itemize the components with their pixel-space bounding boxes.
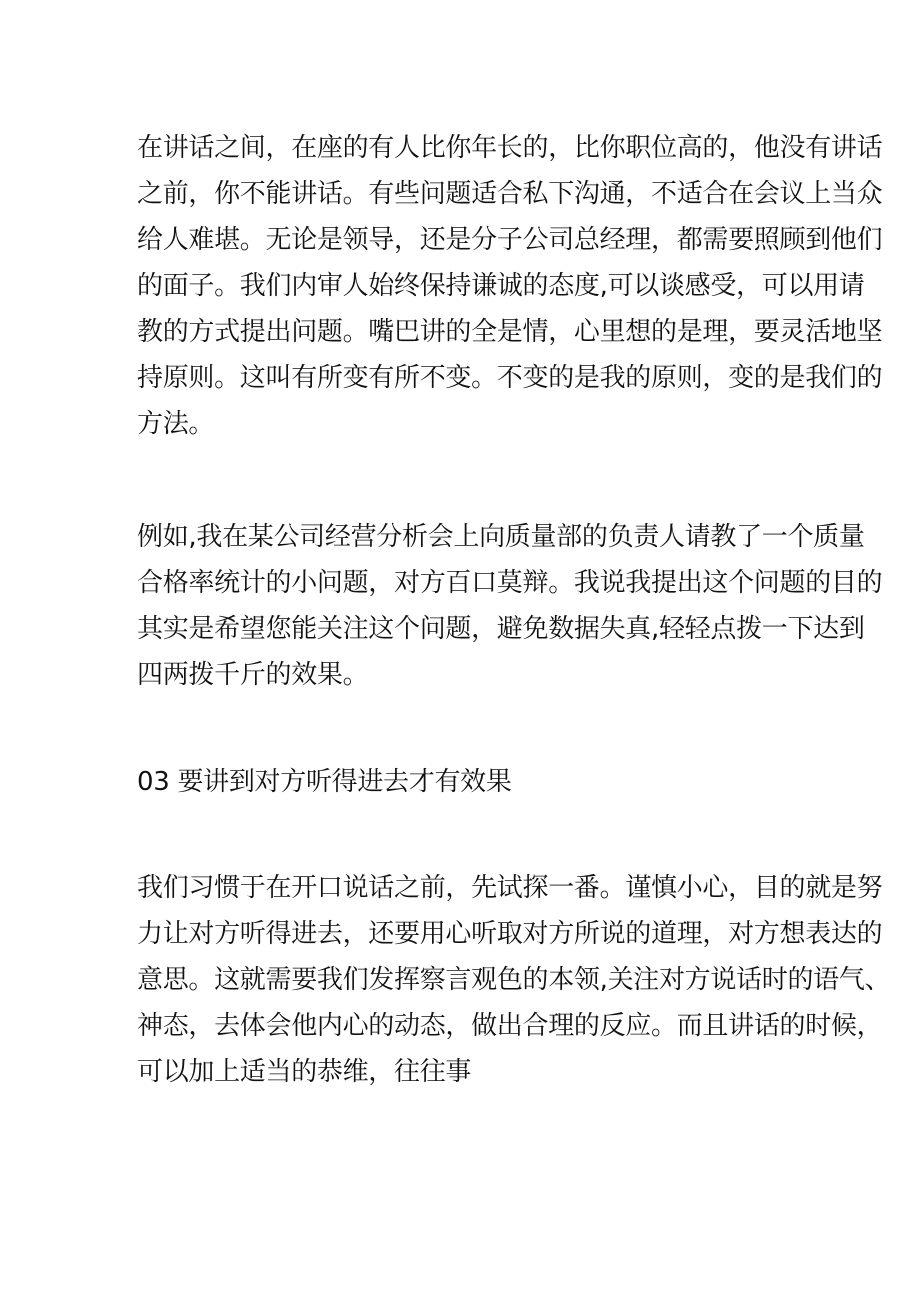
paragraph-listening (137, 865, 891, 1095)
heading-text: 03 要讲到对方听得进去才有效果 (137, 767, 512, 797)
text-line: 之前，你不能讲话。有些问题适合私下沟通，不适合在会议上当众 (137, 179, 883, 209)
text-line: 合格率统计的小问题，对方百口莫辩。我说我提出这个问题的目的 (137, 568, 883, 598)
text-line: 的面子。我们内审人始终保持谦诚的态度,可以谈感受，可以用请 (137, 271, 865, 301)
text-line: 例如,我在某公司经营分析会上向质量部的负责人请教了一个质量 (137, 522, 865, 552)
text-line: 我们习惯于在开口说话之前，先试探一番。谨慎小心，目的就是努 (137, 873, 883, 903)
text-line: 在讲话之间，在座的有人比你年长的，比你职位高的，他没有讲话 (137, 133, 883, 163)
paragraph-example (137, 514, 883, 698)
paragraph-speaking-etiquette (137, 125, 883, 447)
text-line: 神态，去体会他内心的动态，做出合理的反应。而且讲话的时候， (137, 1011, 883, 1041)
text-line: 其实是希望您能关注这个问题，避免数据失真,轻轻点拨一下达到 (137, 614, 865, 644)
section-heading (137, 759, 817, 805)
text-line: 四两拨千斤的效果。 (137, 660, 369, 690)
text-line: 教的方式提出问题。嘴巴讲的全是情，心里想的是理，要灵活地坚 (137, 317, 883, 347)
text-line: 可以加上适当的恭维，往往事 (137, 1057, 472, 1087)
text-line: 持原则。这叫有所变有所不变。不变的是我的原则，变的是我们的 (137, 363, 883, 393)
text-line: 意思。这就需要我们发挥察言观色的本领,关注对方说话时的语气、 (137, 965, 891, 995)
text-line: 力让对方听得进去，还要用心听取对方所说的道理，对方想表达的 (137, 919, 883, 949)
text-line: 给人难堪。无论是领导，还是分子公司总经理，都需要照顾到他们 (137, 225, 883, 255)
text-line: 方法。 (137, 409, 215, 439)
